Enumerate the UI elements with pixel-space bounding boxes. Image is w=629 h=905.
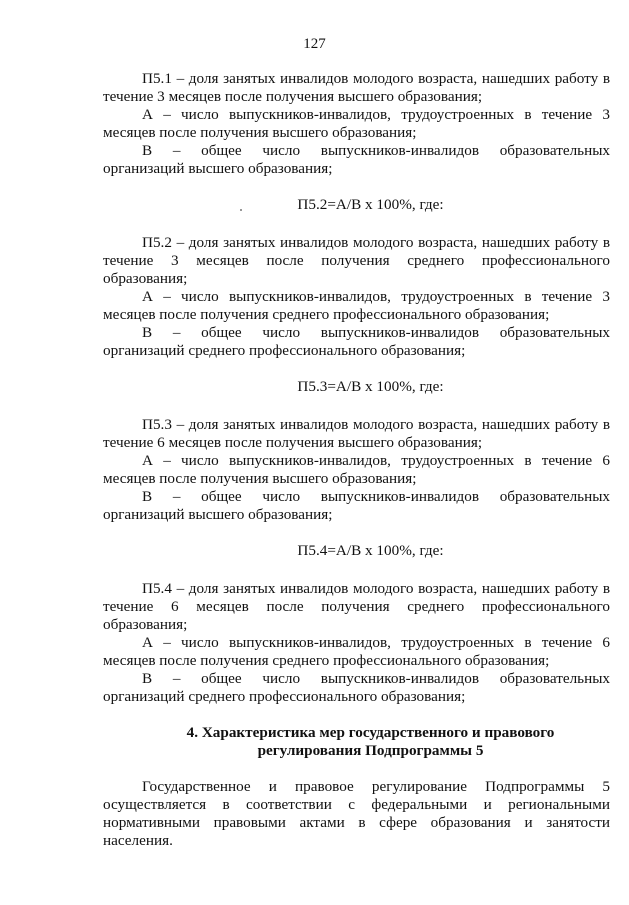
indicator-definition: П5.1 – доля занятых инвалидов молодого возраста, нашедших работу в течение 3 месяцев после получения высшего образования; bbox=[103, 70, 610, 105]
formula: П5.3=А/В х 100%, где: bbox=[297, 378, 444, 395]
document-body bbox=[103, 70, 610, 850]
section-paragraph: Государственное и правовое регулирование Подпрограммы 5 осуществляется в соответствии с федеральными и региональными нормативными правовыми актами в сфере образования и занятости населения. bbox=[103, 778, 610, 849]
indicator-block-p5-2 bbox=[103, 196, 610, 360]
variable-b-definition: В – общее число выпускников-инвалидов образовательных организаций высшего образования; bbox=[103, 142, 610, 177]
page-number: 127 bbox=[303, 36, 326, 52]
variable-a-definition: А – число выпускников-инвалидов, трудоустроенных в течение 3 месяцев после получения среднего профессионального образования; bbox=[103, 288, 610, 323]
section-4 bbox=[103, 724, 610, 850]
indicator-block-p5-1 bbox=[103, 70, 610, 178]
variable-a-definition: А – число выпускников-инвалидов, трудоустроенных в течение 3 месяцев после получения высшего образования; bbox=[103, 106, 610, 141]
variable-b-definition: В – общее число выпускников-инвалидов образовательных организаций высшего образования; bbox=[103, 488, 610, 523]
indicator-block-p5-4 bbox=[103, 542, 610, 706]
section-heading-line-1: 4. Характеристика мер государственного и правового bbox=[186, 724, 555, 741]
indicator-block-p5-3 bbox=[103, 378, 610, 524]
section-heading bbox=[103, 724, 610, 760]
variable-a-definition: А – число выпускников-инвалидов, трудоустроенных в течение 6 месяцев после получения среднего профессионального образования; bbox=[103, 634, 610, 669]
variable-a-definition: А – число выпускников-инвалидов, трудоустроенных в течение 6 месяцев после получения высшего образования; bbox=[103, 452, 610, 487]
formula: П5.4=А/В х 100%, где: bbox=[297, 542, 444, 559]
indicator-definition: П5.4 – доля занятых инвалидов молодого возраста, нашедших работу в течение 6 месяцев после получения среднего профессионального образования; bbox=[103, 580, 610, 633]
indicator-definition: П5.2 – доля занятых инвалидов молодого возраста, нашедших работу в течение 3 месяцев после получения среднего профессионального образования; bbox=[103, 234, 610, 287]
formula: П5.2=А/В х 100%, где: bbox=[297, 196, 444, 213]
section-heading-line-2: регулирования Подпрограммы 5 bbox=[257, 742, 484, 759]
variable-b-definition: В – общее число выпускников-инвалидов образовательных организаций среднего профессионального образования; bbox=[103, 670, 610, 705]
indicator-definition: П5.3 – доля занятых инвалидов молодого возраста, нашедших работу в течение 6 месяцев после получения высшего образования; bbox=[103, 416, 610, 451]
variable-b-definition: В – общее число выпускников-инвалидов образовательных организаций среднего профессионального образования; bbox=[103, 324, 610, 359]
